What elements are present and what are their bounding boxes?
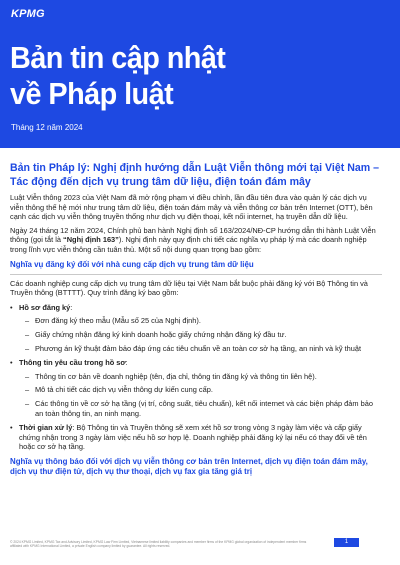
header-banner: [0, 0, 400, 148]
list-item: – Thông tin cơ bản về doanh nghiệp (tên, địa chỉ, thông tin đăng ký và thông tin liên hệ).: [25, 371, 317, 381]
bullet-icon: •: [10, 302, 13, 312]
issue-date: Tháng 12 năm 2024: [11, 123, 83, 132]
section-heading-registration: Nghĩa vụ đăng ký đối với nhà cung cấp dịch vụ trung tâm dữ liệu: [10, 259, 254, 269]
processing-time-list: [10, 423, 382, 452]
article-body: [10, 162, 382, 477]
newsletter-title: [10, 40, 363, 112]
section-heading-notification: Nghĩa vụ thông báo đối với dịch vụ viễn thông cơ bản trên Internet, dịch vụ điện toán đám mây, dịch vụ thư điện tử, dịch vụ thư thoại, dịch vụ fax gia tăng giá trị: [10, 456, 368, 476]
list-item: – Mô tả chi tiết các dịch vụ viễn thông dự kiến cung cấp.: [25, 385, 213, 395]
title-line-2: về Pháp luật: [10, 76, 174, 111]
dash-icon: –: [25, 385, 30, 395]
bullet-icon: •: [10, 423, 13, 433]
bullet-icon: •: [10, 358, 13, 368]
list-item: – Các thông tin về cơ sở hạ tầng (vị trí, công suất, tiêu chuẩn), kết nối internet và các biện pháp đảm bảo an toàn thông tin, an ninh mạng.: [25, 398, 373, 418]
dash-icon: –: [25, 371, 30, 381]
decree-paragraph: Ngày 24 tháng 12 năm 2024, Chính phủ ban hành Nghị định số 163/2024/NĐ-CP hướng dẫn thi hành Luật Viễn thông (gọi tắt là “Nghị định 163”). Nghị định này quy định chi tiết các nghĩa vụ pháp lý mà các doanh nghiệp trong lĩnh vực viễn thông cần tuân thủ. Một số nội dung quan trọng bao gồm:: [10, 225, 376, 254]
intro-paragraph: Luật Viễn thông 2023 của Việt Nam đã mở rộng phạm vi điều chỉnh, lần đầu tiên đưa vào quản lý các dịch vụ viễn thông thế hệ mới như trung tâm dữ liệu, điện toán đám mây và viễn thông cơ bản trên Internet (OTT), bên cạnh các dịch vụ viễn thông truyền thống như dịch vụ điện thoại, kết nối internet, hạ truyền dẫn dữ liệu.: [10, 193, 373, 222]
list-item: • Thời gian xử lý: Bộ Thông tin và Truyền thông sẽ xem xét hồ sơ trong vòng 3 ngày làm việc và cấp giấy chứng nhận trong 3 ngày làm việc nếu hồ sơ hợp lệ. Doanh nghiệp phải đăng ký lại nếu có thay đổi về tên hoặc cơ sở hạ tầng.: [10, 423, 367, 452]
dash-icon: –: [25, 398, 30, 408]
section-divider: [10, 274, 382, 275]
list-item: – Giấy chứng nhận đăng ký kinh doanh hoặc giấy chứng nhận đăng ký đầu tư.: [25, 329, 287, 339]
kpmg-logo: KPMG: [11, 8, 45, 20]
legal-footer: © 2024 KPMG Limited, KPMG Tax and Advisory Limited, KPMG Law Firm Limited, Vietnamese limited liability companies and member firms of the KPMG global organization of independent member firms affiliated with KPMG International Limited, a private English company limited by guarantee. All rights reserved.: [10, 540, 307, 548]
decree-short-name: “Nghị định 163”: [63, 235, 119, 245]
list-item: – Đơn đăng ký theo mẫu (Mẫu số 25 của Nghị định).: [25, 316, 201, 326]
article-title: Bản tin Pháp lý: Nghị định hướng dẫn Luật Viễn thông mới tại Việt Nam – Tác động đến dịch vụ trung tâm dữ liệu, điện toán đám mây: [10, 162, 380, 188]
registration-intro: Các doanh nghiệp cung cấp dịch vụ trung tâm dữ liệu tại Việt Nam bắt buộc phải đăng ký với Bộ Thông tin và Truyền thông (BTTTT). Quy trình đăng ký bao gồm:: [10, 278, 368, 298]
title-line-1: Bản tin cập nhật: [10, 40, 226, 75]
dash-icon: –: [25, 329, 30, 339]
registration-documents-list: [10, 303, 382, 353]
page-number: 1: [334, 538, 359, 547]
dash-icon: –: [25, 343, 30, 353]
dash-icon: –: [25, 316, 30, 326]
required-information-list: [10, 358, 382, 418]
list-item: • Hồ sơ đăng ký:: [10, 302, 73, 312]
list-item: – Phương án kỹ thuật đảm bảo đáp ứng các tiêu chuẩn về an toàn cơ sở hạ tầng, an ninh và kỹ thuật: [25, 343, 362, 353]
list-item: • Thông tin yêu cầu trong hồ sơ:: [10, 358, 128, 368]
